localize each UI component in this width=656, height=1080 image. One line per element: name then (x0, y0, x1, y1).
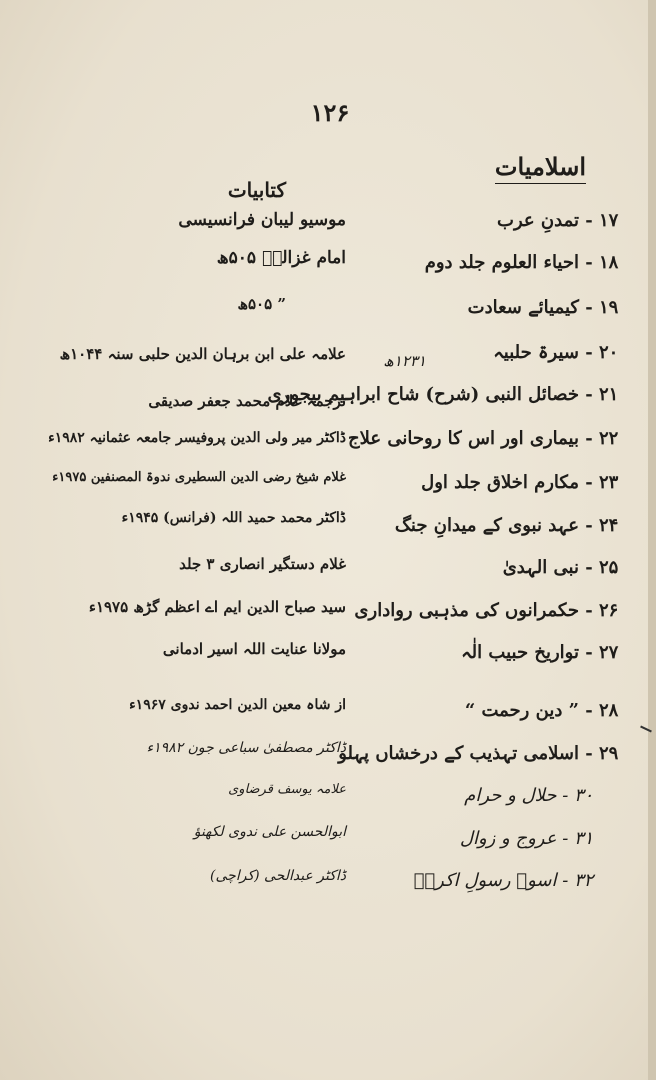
left-list-item: ترجمہ غلام محمد جعفر صدیقی (148, 392, 346, 410)
left-list-item: موسیو لیبان فرانسیسی (178, 210, 346, 230)
left-list-item: غلام دستگیر انصاری ۳ جلد (179, 555, 346, 573)
item-number: ۳۲ (574, 870, 594, 891)
left-column-title: کتابیات (227, 178, 286, 202)
item-separator: - (556, 828, 574, 849)
item-number: ۲۳ (599, 472, 619, 493)
item-title: تواریخ حبیب الٰہ (461, 642, 579, 663)
item-separator: - (578, 210, 599, 231)
right-list-item (421, 472, 631, 494)
page-number: ۱۲۶ (310, 98, 350, 127)
item-title: حلال و حرام (464, 785, 557, 806)
page-edge (648, 0, 656, 1080)
right-list-item (460, 828, 606, 850)
item-number: ۳۰ (574, 785, 594, 806)
right-list-item (497, 210, 631, 232)
item-separator: - (578, 600, 599, 621)
item-title: اسوۂ رسولِ اکرمؐ (413, 870, 557, 891)
item-title: خصائل النبی (شرح) شاح ابراہیم بیجوری (267, 384, 579, 405)
item-number: ۳۱ (574, 828, 594, 849)
item-separator: - (578, 515, 599, 536)
item-separator: - (578, 342, 599, 363)
item-title: مکارم اخلاق جلد اول (421, 472, 579, 493)
right-list-item (348, 428, 631, 450)
item-number: ۱۸ (599, 252, 619, 273)
item-number: ۲۸ (599, 700, 619, 721)
item-separator: - (578, 297, 599, 318)
right-list-item (464, 785, 606, 807)
left-list-item: مولانا عنایت اللہ اسیر ادمانی (162, 640, 346, 658)
left-list-item: علامہ یوسف قرضاوی (228, 782, 346, 797)
item-title: تمدنِ عرب (497, 210, 579, 231)
left-list-item: ابوالحسن علی ندوی لکھنؤ (193, 824, 346, 840)
right-list-item (414, 870, 606, 892)
item-separator: - (578, 252, 599, 273)
left-list-item: غلام شیخ رضی الدین السطیری ندوۃ المصنفین ۱۹۷۵ء (52, 470, 346, 485)
right-list-item (503, 557, 631, 579)
year-note: ۱۲۳۱ھ (383, 352, 426, 370)
item-number: ۲۷ (599, 642, 619, 663)
left-list-item: از شاہ معین الدین احمد ندوی ۱۹۶۷ء (129, 697, 346, 713)
item-separator: - (578, 428, 599, 449)
item-separator: - (578, 557, 599, 578)
item-number: ۱۷ (599, 210, 619, 231)
item-number: ۲۰ (599, 342, 619, 363)
item-number: ۱۹ (599, 297, 619, 318)
item-separator: - (556, 870, 574, 891)
item-number: ۲۹ (599, 743, 619, 764)
item-number: ۲۵ (599, 557, 619, 578)
item-separator: - (556, 785, 574, 806)
item-title: عروج و زوال (459, 828, 557, 849)
left-list-item: سید صباح الدین ایم اے اعظم گڑھ ۱۹۷۵ء (88, 598, 346, 616)
item-title: اسلامی تہذیب کے درخشاں پہلو (338, 743, 579, 764)
left-list-item: ” ۵۰۵ھ (237, 295, 286, 313)
item-title: بیماری اور اس کا روحانی علاج (348, 428, 579, 449)
left-list-item: ڈاکٹر عبدالحی (کراچی) (210, 868, 346, 884)
item-number: ۲۶ (599, 600, 619, 621)
item-title: ” دین رحمت “ (464, 700, 579, 721)
right-list-item (461, 642, 631, 664)
left-list-item: ڈاکٹر میر ولی الدین پروفیسر جامعہ عثمانیہ ۱۹۸۲ء (48, 430, 346, 446)
item-title: نبی الہدیٰ (502, 557, 579, 578)
item-title: عہد نبوی کے میدانِ جنگ (394, 515, 579, 536)
item-title: سیرۃ حلبیہ (493, 342, 579, 363)
item-title: حکمرانوں کی مذہبی رواداری (354, 600, 579, 621)
item-separator: - (578, 384, 599, 405)
right-list-item (395, 515, 631, 537)
item-title: احیاء العلوم جلد دوم (424, 252, 579, 273)
right-column-title: اسلامیات (495, 152, 586, 184)
right-list-item (425, 252, 631, 274)
right-list-item (465, 700, 631, 722)
item-separator: - (578, 700, 599, 721)
item-title: کیمیائے سعادت (467, 297, 579, 318)
left-list-item: امام غزالیؒ ۵۰۵ھ (216, 248, 346, 268)
right-list-item (493, 342, 631, 364)
left-list-item: ڈاکٹر مصطفیٰ سباعی جون ۱۹۸۲ء (146, 740, 346, 756)
left-list-item: ڈاکٹر محمد حمید اللہ (فرانس) ۱۹۴۵ء (121, 510, 346, 526)
item-number: ۲۱ (599, 384, 619, 405)
item-separator: - (578, 472, 599, 493)
right-list-item (338, 743, 631, 765)
item-number: ۲۴ (599, 515, 619, 536)
right-list-item (354, 600, 631, 622)
item-separator: - (578, 642, 599, 663)
item-number: ۲۲ (599, 428, 619, 449)
right-list-item (468, 297, 631, 319)
left-list-item: علامہ علی ابن برہان الدین حلبی سنہ ۱۰۴۴ھ (59, 345, 346, 363)
item-separator: - (578, 743, 599, 764)
